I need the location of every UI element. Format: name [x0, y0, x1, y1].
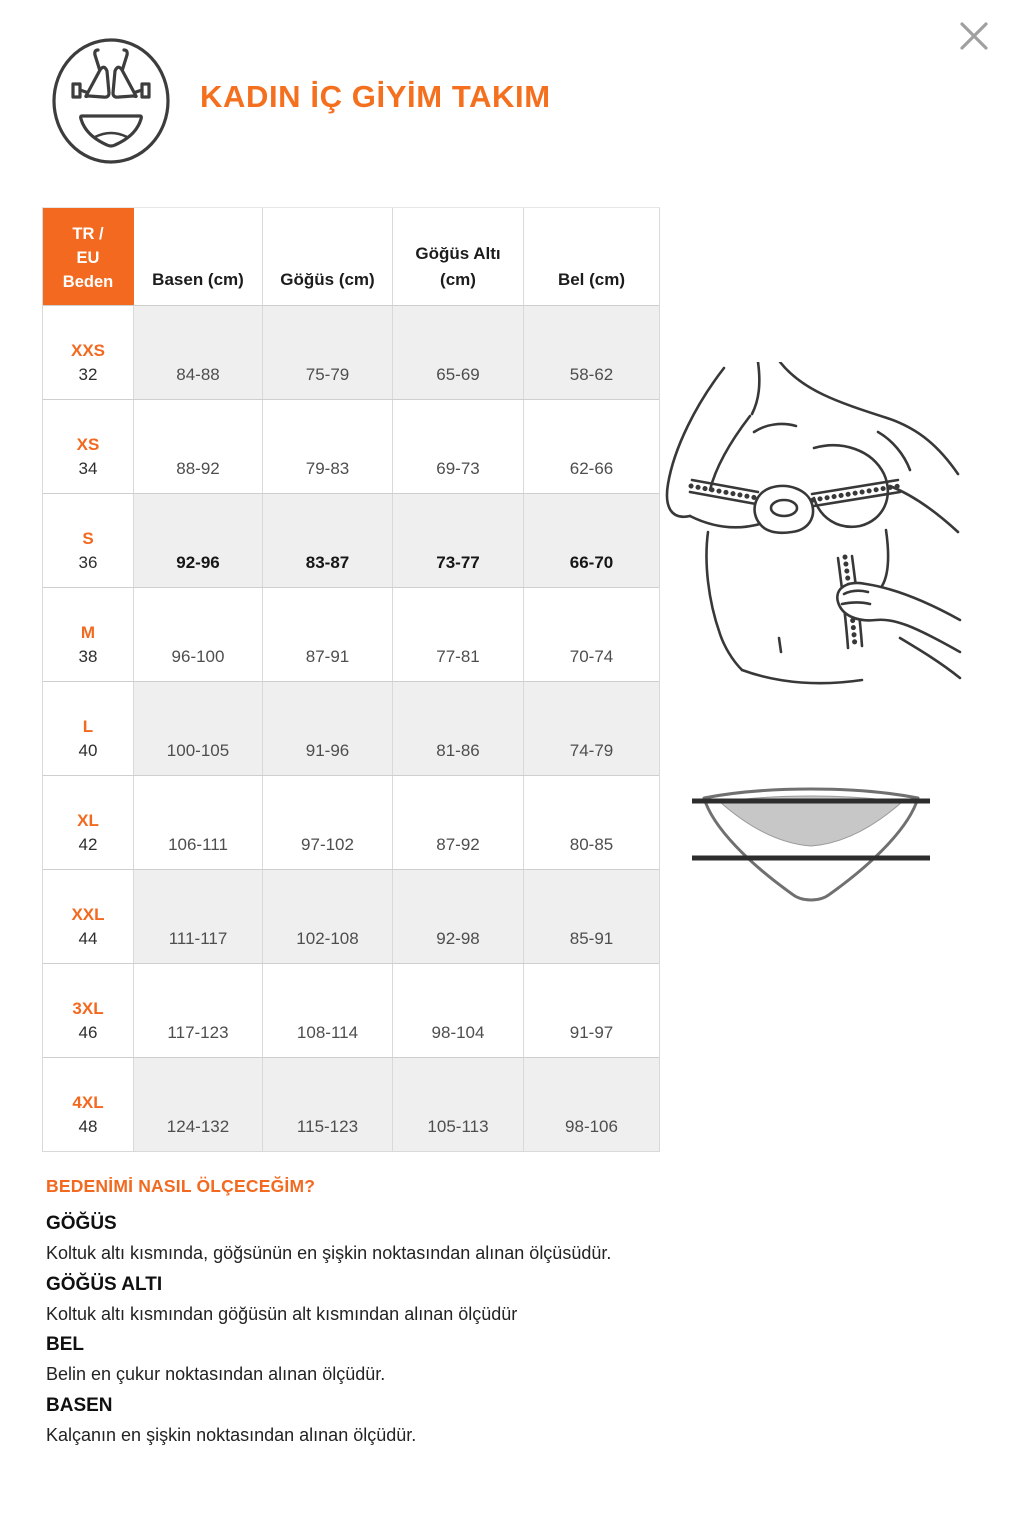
size-row-xxs: [43, 306, 659, 400]
column-header-gogus-alti: Göğüs Altı (cm): [393, 208, 524, 305]
page-title: KADIN İÇ GİYİM TAKIM: [200, 79, 551, 114]
measurement-cell: 105-113: [393, 1058, 524, 1151]
measurement-cell: 98-106: [524, 1058, 659, 1151]
size-label: 3XL: [72, 998, 104, 1018]
size-row-xxl: [43, 870, 659, 964]
measurement-cell: 87-91: [263, 588, 393, 681]
measurement-cell: 115-123: [263, 1058, 393, 1151]
size-table: [42, 207, 660, 1152]
size-label: XL: [77, 810, 99, 830]
measurement-cell: 91-97: [524, 964, 659, 1057]
column-header-bel: Bel (cm): [524, 208, 659, 305]
measurement-cell: 58-62: [524, 306, 659, 399]
size-label-cell: [43, 306, 134, 399]
size-row-xl: [43, 776, 659, 870]
size-eu-number: 38: [78, 647, 98, 667]
size-eu-number: 46: [78, 1023, 98, 1043]
measurement-cell: 92-96: [134, 494, 263, 587]
measurement-cell: 65-69: [393, 306, 524, 399]
size-eu-number: 36: [78, 553, 98, 573]
size-label: M: [80, 622, 96, 642]
size-eu-number: 44: [78, 929, 98, 949]
info-heading: BEDENİMİ NASIL ÖLÇECEĞİM?: [46, 1176, 316, 1196]
measurement-cell: 74-79: [524, 682, 659, 775]
info-description: Belin en çukur noktasından alınan ölçüdür.: [46, 1364, 386, 1384]
measurement-cell: 97-102: [263, 776, 393, 869]
panty-measure-illustration: [686, 768, 936, 908]
info-items: [46, 1213, 956, 1446]
measurement-cell: 98-104: [393, 964, 524, 1057]
measure-info-section: [46, 1176, 956, 1446]
size-row-s: [43, 494, 659, 588]
size-label-cell: [43, 588, 134, 681]
size-label-cell: [43, 400, 134, 493]
table-header-row: [43, 208, 659, 306]
measurement-cell: 62-66: [524, 400, 659, 493]
measurement-cell: 96-100: [134, 588, 263, 681]
size-label-cell: [43, 682, 134, 775]
measurement-cell: 69-73: [393, 400, 524, 493]
size-label-cell: [43, 776, 134, 869]
size-eu-number: 32: [78, 365, 98, 385]
measurement-cell: 84-88: [134, 306, 263, 399]
measurement-cell: 88-92: [134, 400, 263, 493]
info-term: GÖĞÜS ALTI: [46, 1273, 163, 1295]
measurement-cell: 81-86: [393, 682, 524, 775]
size-label: XXL: [71, 904, 105, 924]
size-row-xs: [43, 400, 659, 494]
info-term: BEL: [46, 1334, 84, 1355]
size-label-cell: [43, 870, 134, 963]
size-eu-number: 40: [78, 741, 98, 761]
info-description: Koltuk altı kısmında, göğsünün en şişkin noktasından alınan ölçüsüdür.: [46, 1243, 612, 1263]
measurement-cell: 75-79: [263, 306, 393, 399]
measurement-cell: 108-114: [263, 964, 393, 1057]
size-label-cell: [43, 964, 134, 1057]
close-icon: [952, 14, 996, 58]
size-label: XS: [76, 434, 100, 454]
measurement-cell: 100-105: [134, 682, 263, 775]
column-header-gogus: Göğüs (cm): [263, 208, 393, 305]
close-button[interactable]: [952, 14, 996, 58]
bust-measure-illustration: [662, 362, 962, 692]
size-eu-number: 34: [78, 459, 98, 479]
measurement-cell: 73-77: [393, 494, 524, 587]
lingerie-set-icon: [48, 36, 174, 166]
measurement-cell: 124-132: [134, 1058, 263, 1151]
size-row-m: [43, 588, 659, 682]
info-description: Kalçanın en şişkin noktasından alınan ölçüdür.: [46, 1424, 417, 1445]
table-body: [43, 306, 659, 1151]
size-row-4xl: [43, 1058, 659, 1151]
size-eu-number: 42: [78, 835, 98, 855]
measurement-cell: 87-92: [393, 776, 524, 869]
size-label: S: [82, 528, 94, 548]
size-label: XXS: [70, 340, 106, 360]
measurement-cell: 80-85: [524, 776, 659, 869]
info-term: GÖĞÜS: [46, 1213, 117, 1234]
measurement-cell: 91-96: [263, 682, 393, 775]
corner-header-tr-eu-beden: TR / EU Beden: [43, 208, 134, 305]
size-label: 4XL: [72, 1092, 104, 1112]
column-header-basen: Basen (cm): [134, 208, 263, 305]
measurement-cell: 66-70: [524, 494, 659, 587]
measurement-cell: 111-117: [134, 870, 263, 963]
measurement-cell: 77-81: [393, 588, 524, 681]
info-description: Koltuk altı kısmından göğüsün alt kısmından alınan ölçüdür: [46, 1303, 518, 1324]
measurement-cell: 85-91: [524, 870, 659, 963]
measurement-cell: 102-108: [263, 870, 393, 963]
size-row-l: [43, 682, 659, 776]
measurement-cell: 106-111: [134, 776, 263, 869]
measurement-cell: 70-74: [524, 588, 659, 681]
size-label-cell: [43, 494, 134, 587]
measurement-cell: 83-87: [263, 494, 393, 587]
size-eu-number: 48: [78, 1117, 98, 1137]
measurement-cell: 117-123: [134, 964, 263, 1057]
measurement-cell: 79-83: [263, 400, 393, 493]
size-label: L: [82, 716, 94, 736]
measurement-cell: 92-98: [393, 870, 524, 963]
info-term: BASEN: [46, 1394, 113, 1416]
size-row-3xl: [43, 964, 659, 1058]
size-label-cell: [43, 1058, 134, 1151]
